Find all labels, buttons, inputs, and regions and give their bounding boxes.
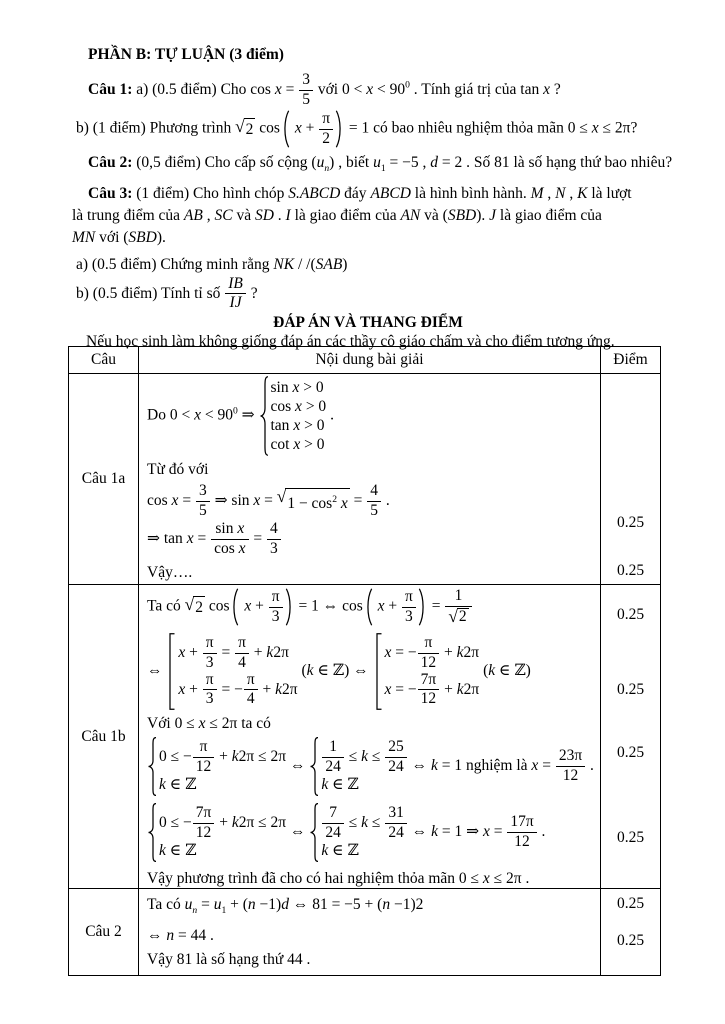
fraction: $\frac{25}{24}$ (384, 739, 408, 775)
row-label: Câu 2 (85, 923, 122, 940)
paragraph-q3a: a) (0.5 điểm) Chứng minh rằng NK / /(SAB) (76, 255, 348, 273)
square-bracket-icon (166, 633, 176, 710)
square-bracket-icon (373, 633, 383, 710)
column-header-cau: Câu (69, 347, 139, 374)
points-cell (601, 374, 661, 585)
fraction: $\frac{\pi}{3}$ (401, 589, 417, 625)
paragraph-q3b: b) (0.5 điểm) Tính tỉ số $\frac{IB}{IJ}$ ? (76, 274, 258, 312)
row-cau-1a (69, 374, 661, 585)
points-value: 0.25 (616, 744, 645, 761)
curly-brace-icon (147, 803, 157, 862)
fraction: $\frac{\text{sin x}}{\text{cos x}}$ (210, 521, 249, 557)
fraction: $\frac{7}{24}$ (321, 805, 345, 841)
points-cell (601, 889, 661, 976)
row-label-cell (69, 374, 139, 585)
grading-note: Nếu học sinh làm không giống đáp án các thầy cô giáo chấm và cho điểm tương ứng. (86, 333, 615, 351)
cases-group: 0 ≤ − $\frac{\pi}{12}$ + k2π ≤ 2π k ∈ ℤ (147, 737, 286, 796)
solution-line: Ta có $u_n = u_1 + (n -1)d$ ⇔ 81 = −5 + (n −1)2 (147, 896, 424, 917)
answer-key-title: ĐÁP ÁN VÀ THANG ĐIỂM (273, 314, 463, 332)
fraction: $\frac{7\pi}{12}$ (192, 805, 216, 841)
square-root: √ 2 (448, 606, 467, 626)
fraction: $\frac{31}{24}$ (384, 805, 408, 841)
solution-line: Với 0 ≤ x ≤ 2π ta có (147, 715, 271, 732)
paren-icon (230, 588, 239, 626)
row-label-cell (69, 585, 139, 889)
solution-line: 0 ≤ − $\frac{7\pi}{12}$ + k2π ≤ 2π k ∈ ℤ ⇔ $\frac{7}{24}$ ≤ k ≤ $\frac{31}{24}$ k ∈ ℤ ⇔ k = 1 ⇒ x = $\frac{17\pi}{12}$ . (147, 803, 596, 862)
solution-line: cos x = $\frac{3}{5}$ ⇒ sin x = √ $1 - \cos^2 x$ = $\frac{4}{5}$ . (147, 482, 390, 519)
paren-icon (285, 588, 294, 626)
paragraph-q3l2: là trung điểm của AB , SC và SD . I là giao điểm của AN và (SBD). J là giao điểm của (72, 206, 602, 224)
points-value: 0.25 (616, 895, 645, 912)
paragraph-q1b: b) (1 điểm) Phương trình √ 2 cos x + $\frac{\pi}{2}$ = 1 có bao nhiêu nghiệm thỏa mãn 0 ≤ x ≤ 2π? (76, 110, 638, 147)
solution-line: Do $0 < x < 90^0$ ⇒ sin x > 0 cos x > 0 tan x > 0 cot x > 0 . (147, 376, 596, 456)
fraction: $\frac{\pi}{4}$ (243, 672, 259, 708)
fraction: $\frac{\pi}{3}$ (202, 672, 218, 708)
row-label-cell (69, 889, 139, 976)
curly-brace-icon (309, 737, 319, 796)
paren-icon (281, 110, 290, 148)
fraction: $\frac{4}{5}$ (366, 483, 382, 519)
table-header-row (69, 347, 661, 374)
questions-container (72, 71, 673, 312)
curly-brace-icon (309, 803, 319, 862)
cases-group: x = − $\frac{\pi}{12}$ + k2π x = − $\frac{7\pi}{12}$ + k2π (373, 633, 480, 710)
paragraph-q1a: Câu 1: a) (0.5 điểm) Cho cos x = $\frac{3}{5}$ với $0 < x < 90^0$ . Tính giá trị của tan x ? (88, 71, 561, 108)
cases-group: sin x > 0 cos x > 0 tan x > 0 cot x > 0 (259, 376, 327, 456)
square-root: √ 2 (235, 118, 255, 141)
solution-line: ⇔ n = 44 . (147, 927, 214, 945)
paren-icon (418, 588, 427, 626)
curly-brace-icon (259, 376, 269, 456)
solution-line: Ta có √ 2 cos x + $\frac{\pi}{3}$ = 1 ⇔ cos x + $\frac{\pi}{3}$ = 1 √ 2 (147, 588, 596, 626)
row-cau-1b (69, 585, 661, 889)
paragraph-q2: Câu 2: (0,5 điểm) Cho cấp số cộng $(u_n)$ , biết $u_1 = -5$ , d = 2 . Số 81 là số hạng thứ bao nhiêu? (88, 154, 673, 175)
fraction: $\frac{\pi}{2}$ (318, 111, 334, 147)
cases-group: $\frac{1}{24}$ ≤ k ≤ $\frac{25}{24}$ k ∈ ℤ (309, 737, 407, 796)
points-value: 0.25 (616, 932, 645, 949)
points-value: 0.25 (616, 562, 645, 579)
paren-icon (364, 588, 373, 626)
column-header-points: Điểm (601, 347, 661, 374)
fraction: $\frac{7\pi}{12}$ (417, 672, 441, 708)
fraction: $\frac{\pi}{3}$ (268, 589, 284, 625)
question-section (72, 44, 673, 351)
solution-cell (139, 374, 601, 585)
solution-line: Vậy phương trình đã cho có hai nghiệm thỏa mãn 0 ≤ x ≤ 2π . (147, 870, 530, 887)
fraction: $\frac{1}{24}$ (321, 739, 345, 775)
solution-line: ⇔ x + $\frac{\pi}{3}$ = $\frac{\pi}{4}$ + k2π x + $\frac{\pi}{3}$ = − $\frac{\pi}{4}$ + k2π (k ∈ ℤ) ⇔ x = − $\frac{\pi}{12}$ + k2π x = − $\frac{7\pi}{12}$ + k2π (k ∈ ℤ) (147, 633, 596, 710)
solution-line: Từ đó với (147, 461, 209, 478)
solution-cell (139, 585, 601, 889)
solution-cell (139, 889, 601, 976)
fraction: $\frac{\pi}{12}$ (417, 635, 441, 671)
fraction: 1 √ 2 (444, 588, 472, 626)
solution-line: Vậy…. (147, 563, 193, 581)
cases-group: 0 ≤ − $\frac{7\pi}{12}$ + k2π ≤ 2π k ∈ ℤ (147, 803, 286, 862)
points-value: 0.25 (616, 606, 645, 623)
fraction: $\frac{IB}{IJ}$ (224, 276, 247, 312)
fraction: $\frac{\pi}{4}$ (234, 635, 250, 671)
fraction: $\frac{23\pi}{12}$ (555, 748, 586, 784)
radical-icon: √ (184, 594, 195, 614)
column-header-content: Nội dung bài giải (139, 347, 601, 374)
points-value: 0.25 (616, 514, 645, 531)
fraction: $\frac{\pi}{3}$ (202, 635, 218, 671)
cases-group: $\frac{7}{24}$ ≤ k ≤ $\frac{31}{24}$ k ∈ ℤ (309, 803, 407, 862)
fraction: $\frac{3}{5}$ (195, 483, 211, 519)
fraction: $\frac{4}{3}$ (266, 521, 282, 557)
solution-line: 0 ≤ − $\frac{\pi}{12}$ + k2π ≤ 2π k ∈ ℤ ⇔ $\frac{1}{24}$ ≤ k ≤ $\frac{25}{24}$ k ∈ ℤ ⇔ k = 1 nghiệm là x = $\frac{23\pi}{12}$ . (147, 737, 596, 796)
fraction: $\frac{17\pi}{12}$ (506, 814, 537, 850)
square-root: √ 2 (185, 596, 205, 619)
fraction: $\frac{3}{5}$ (298, 72, 314, 108)
radical-icon: √ (235, 116, 245, 136)
answer-key-table (68, 346, 661, 976)
table-body (69, 374, 661, 976)
solution-line: ⇒ tan x = $\frac{\text{sin x}}{\text{cos x}}$ = $\frac{4}{3}$ (147, 521, 596, 557)
points-value: 0.25 (616, 681, 645, 698)
paragraph-q3l3: MN với (SBD). (72, 228, 166, 246)
solution-line: Vậy 81 là số hạng thứ 44 . (147, 951, 311, 969)
radical-icon: √ (276, 486, 287, 506)
square-root: √ $1 - \cos^2 x$ (277, 488, 350, 515)
part-b-title: PHẦN B: TỰ LUẬN (3 điểm) (88, 46, 284, 63)
paragraph-q3l1: Câu 3: (1 điểm) Cho hình chóp S.ABCD đáy ABCD là hình bình hành. M , N , K là lượt (88, 184, 632, 202)
row-cau-2 (69, 889, 661, 976)
row-label: Câu 1a (81, 470, 126, 487)
curly-brace-icon (147, 737, 157, 796)
cases-group: x + $\frac{\pi}{3}$ = $\frac{\pi}{4}$ + k2π x + $\frac{\pi}{3}$ = − $\frac{\pi}{4}$ + k2π (166, 633, 297, 710)
row-label: Câu 1b (81, 727, 126, 745)
paren-icon (335, 110, 344, 148)
radical-icon: √ (448, 606, 458, 626)
points-value: 0.25 (616, 829, 645, 846)
fraction: $\frac{\pi}{12}$ (192, 739, 216, 775)
points-cell (601, 585, 661, 889)
